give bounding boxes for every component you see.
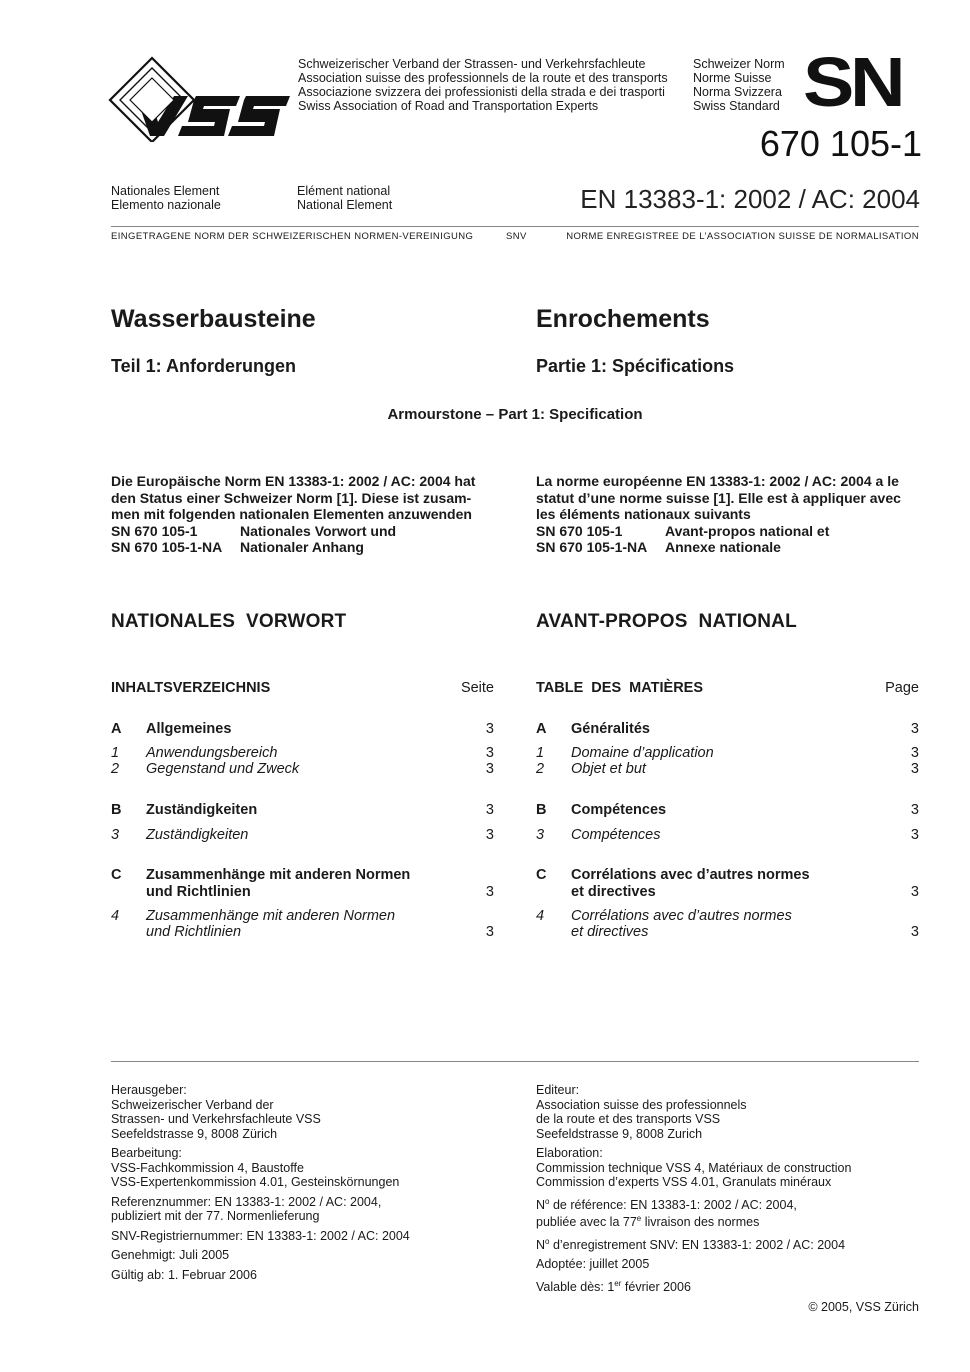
standard-line: Norme Suisse <box>693 71 772 85</box>
title-fr: Enrochements <box>536 305 710 333</box>
footer-line: $N^o$ d’enregistrement SNV: EN 13383-1: 2002 / AC: 2004 <box>536 1236 846 1252</box>
toc-entry-continued: und Richtlinien <box>146 884 251 900</box>
standard-line: Swiss Standard <box>693 99 780 113</box>
subtitle-de: Teil 1: Anforderungen <box>111 356 297 376</box>
footer-line: Seefeldstrasse 9, 8008 Zurich <box>536 1126 703 1141</box>
footer-line: Commission d’experts VSS 4.01, Granulats minéraux <box>536 1175 832 1189</box>
footer-fr <box>536 1083 920 1295</box>
intro-de <box>111 473 501 556</box>
intro-ref-label: Nationaler Anhang <box>240 539 364 555</box>
section-heading-fr: AVANT-PROPOS NATIONAL <box>536 611 797 632</box>
toc-heading: INHALTSVERZEICHNIS <box>111 680 271 696</box>
element-label: Nationales Element <box>111 184 220 198</box>
footer-rule <box>111 1061 919 1062</box>
toc-de: INHALTSVERZEICHNIS Seite A Allgemeines 3 1 Anwendungsbereich 3 2 Gegenstand und Zweck 3 B Zuständigkeiten 3 3 Zuständigkeiten 3 C Zusammenhänge mit anderen Normen und Richtlinien 3 4 Zusammenhänge mit anderen Normen und Richtlinien 3 <box>111 680 494 940</box>
intro-ref-code: SN 670 105-1 <box>536 522 623 539</box>
intro-ref-code: SN 670 105-1-NA <box>536 539 648 555</box>
footer-line: SNV-Registriernummer: EN 13383-1: 2002 / AC: 2004 <box>111 1228 410 1243</box>
footer-line: Seefeldstrasse 9, 8008 Zürich <box>111 1126 278 1141</box>
footer-line: $N^o$ de référence: EN 13383-1: 2002 / AC: 2004, <box>536 1196 797 1212</box>
element-labels-right <box>297 184 392 212</box>
footer-line: VSS-Fachkommission 4, Baustoffe <box>111 1160 304 1175</box>
element-label: Elément national <box>297 184 391 198</box>
toc-page-label: Page <box>885 680 919 696</box>
en-reference: EN 13383-1: 2002 / AC: 2004 <box>580 184 920 214</box>
footer-line: Herausgeber: <box>111 1083 187 1097</box>
title-en: Armourstone – Part 1: Specification <box>387 406 643 423</box>
registered-right: NORME ENREGISTREE DE L’ASSOCIATION SUISSE DE NORMALISATION <box>566 231 919 242</box>
footer-line: Genehmigt: Juli 2005 <box>111 1248 230 1262</box>
toc-entry-continued: et directives <box>571 924 649 940</box>
intro-ref-code: SN 670 105-1 <box>111 522 198 539</box>
footer-line: Bearbeitung: <box>111 1146 182 1160</box>
footer-line: Association suisse des professionnels <box>536 1097 747 1112</box>
toc-entry-continued: und Richtlinien <box>146 924 242 940</box>
intro-ref-label: Avant-propos national et <box>665 522 830 539</box>
subtitle-fr: Partie 1: Spécifications <box>536 356 735 376</box>
element-label: Elemento nazionale <box>111 198 221 212</box>
footer-line: Strassen- und Verkehrsfachleute VSS <box>111 1112 321 1126</box>
intro-ref-label: Nationales Vorwort und <box>240 522 397 539</box>
standard-line: Schweizer Norm <box>693 57 785 71</box>
toc-entry-continued: et directives <box>571 884 656 900</box>
association-names <box>298 57 688 113</box>
intro-line: La norme européenne EN 13383-1: 2002 / AC: 2004 a le <box>536 473 899 489</box>
vss-logo <box>108 56 292 142</box>
toc-heading: TABLE DES MATIÈRES <box>536 680 704 696</box>
toc-page: 3 <box>485 924 494 940</box>
sn-logo: SN <box>803 43 902 121</box>
footer-line: VSS-Expertenkommission 4.01, Gesteinskörnungen <box>111 1175 400 1189</box>
element-labels-left <box>111 184 221 212</box>
footer-line: Elaboration: <box>536 1146 603 1160</box>
intro-line: den Status einer Schweizer Norm [1]. Diese ist zusam- <box>111 489 472 506</box>
footer-line: Schweizerischer Verband der <box>111 1097 274 1112</box>
section-heading-de: NATIONALES VORWORT <box>111 611 347 632</box>
toc-page: 3 <box>910 884 919 900</box>
footer-line: Commission technique VSS 4, Matériaux de construction <box>536 1160 852 1175</box>
toc-page-label: Seite <box>460 680 494 696</box>
copyright: © 2005, VSS Zürich <box>808 1300 919 1314</box>
footer-line: Gültig ab: 1. Februar 2006 <box>111 1267 257 1282</box>
footer-line: publiziert mit der 77. Normenlieferung <box>111 1209 320 1223</box>
intro-line: men mit folgenden nationalen Elementen anzuwenden <box>111 506 472 522</box>
association-line: Association suisse des professionnels de la route et des transports <box>298 71 668 85</box>
footer-line: de la route et des transports VSS <box>536 1112 721 1126</box>
toc-page: 3 <box>910 924 919 940</box>
registered-left: EINGETRAGENE NORM DER SCHWEIZERISCHEN NORMEN-VEREINIGUNG <box>111 231 474 242</box>
element-label: National Element <box>297 198 393 212</box>
standard-line: Norma Svizzera <box>693 85 782 99</box>
association-line: Swiss Association of Road and Transportation Experts <box>298 99 599 113</box>
header-rule <box>111 226 919 227</box>
intro-line: les éléments nationaux suivants <box>536 506 751 522</box>
intro-line: Die Europäische Norm EN 13383-1: 2002 / AC: 2004 hat <box>111 473 476 489</box>
association-line: Schweizerischer Verband der Strassen- und Verkehrsfachleute <box>298 57 646 71</box>
standard-names <box>693 57 803 113</box>
intro-ref-label: Annexe nationale <box>665 539 781 555</box>
registered-mid: SNV <box>506 231 527 242</box>
footer-line: Valable dès: 1er février 2006 <box>536 1278 691 1295</box>
intro-ref-code: SN 670 105-1-NA <box>111 539 223 555</box>
intro-fr <box>536 473 922 556</box>
norm-number: 670 105-1 <box>759 123 922 164</box>
footer-line: Referenznummer: EN 13383-1: 2002 / AC: 2004, <box>111 1194 382 1209</box>
footer-line: publiée avec la 77e livraison des normes <box>536 1214 760 1230</box>
footer-de <box>111 1083 511 1282</box>
toc-fr: TABLE DES MATIÈRES Page A Généralités 3 1 Domaine d’application 3 2 Objet et but 3 B Compétences 3 3 Compétences 3 C Corrélations avec d’autres normes et directives 3 4 Corrélations avec d’autres normes et directives 3 <box>536 680 919 940</box>
title-de: Wasserbausteine <box>111 305 316 333</box>
association-line: Associazione svizzera dei professionisti della strada e dei trasporti <box>298 85 665 99</box>
footer-line: Adoptée: juillet 2005 <box>536 1257 650 1272</box>
toc-page: 3 <box>485 884 494 900</box>
intro-line: statut d’une norme suisse [1]. Elle est à appliquer avec <box>536 489 901 506</box>
footer-line: Editeur: <box>536 1083 580 1097</box>
